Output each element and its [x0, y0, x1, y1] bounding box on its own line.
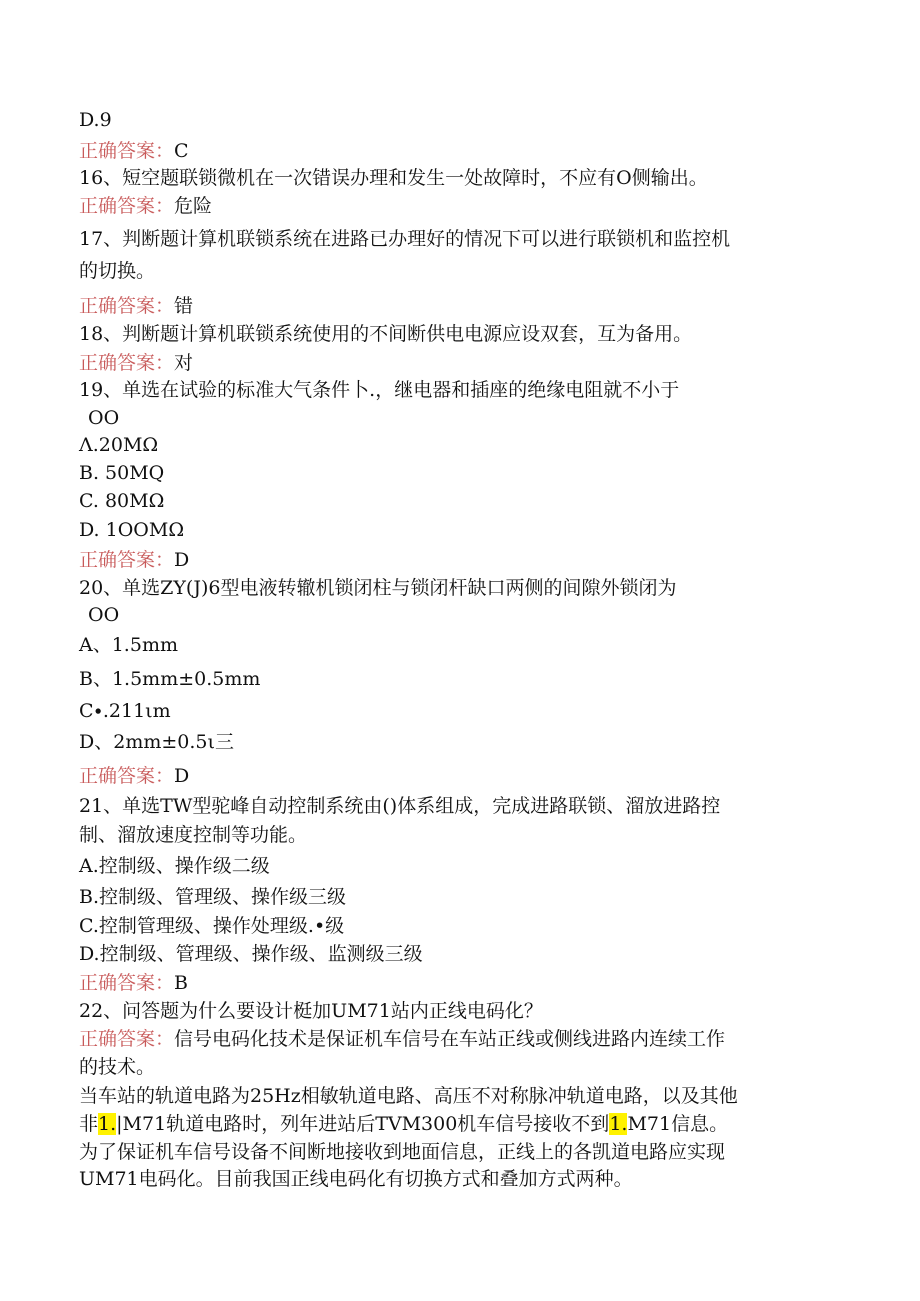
answer-label: 正确答案：: [79, 195, 175, 217]
answer-label: 正确答案：: [79, 1028, 175, 1050]
answer-value: D: [174, 549, 190, 571]
option-text: A.控制级、操作级二级: [79, 855, 270, 877]
answer-line: [79, 197, 212, 216]
option-text: C.控制管理级、操作处理级.•级: [79, 915, 345, 937]
question-text: 21、单选TW型驼峰自动控制系统由()体系组成，完成进路联锁、溜放进路控: [79, 795, 721, 817]
answer-line: [79, 551, 189, 570]
highlighted-text: 1.: [98, 1113, 117, 1135]
highlighted-text: 1.: [609, 1113, 628, 1135]
option-text: C∙.211ιm: [79, 700, 171, 722]
answer-line: [79, 974, 188, 993]
option-text: Λ.20MΩ: [79, 434, 159, 456]
text-segment: |M71轨道电路时，列年进站后TVM300机车信号接收不到: [116, 1113, 610, 1135]
option-text: D.控制级、管理级、操作级、监测级三级: [79, 943, 423, 965]
question-text: 18、判断题计算机联锁系统使用的不间断供电电源应设双套，互为备用。: [79, 323, 693, 345]
answer-value: 错: [174, 295, 194, 317]
answer-line: [79, 1030, 725, 1049]
paragraph-line: 当车站的轨道电路为25Hz相敏轨道电路、高压不对称脉冲轨道电路，以及其他: [79, 1085, 738, 1107]
answer-value: 危险: [174, 195, 213, 217]
question-text: 16、短空题联锁微机在一次错误办理和发生一处故障时，不应有O侧输出。: [79, 167, 708, 189]
question-text: 20、单选ZY(J)6型电液转辙机锁闭柱与锁闭杆缺口两侧的间隙外锁闭为: [79, 577, 677, 599]
option-text: D.9: [79, 109, 112, 131]
answer-value: 对: [174, 352, 194, 374]
answer-label: 正确答案：: [79, 352, 175, 374]
question-text: 19、单选在试验的标准大气条件卜.，继电器和插座的绝缘电阻就不小于: [79, 379, 680, 401]
answer-value: 信号电码化技术是保证机车信号在车站正线或侧线进路内连续工作: [174, 1028, 726, 1050]
answer-value: B: [174, 972, 188, 994]
question-text: 22、问答题为什么要设计梃加UM71站内正线电码化？: [79, 1000, 543, 1022]
answer-label: 正确答案：: [79, 295, 175, 317]
question-text: 制、溜放速度控制等功能。: [79, 824, 308, 846]
answer-line: [79, 354, 193, 373]
answer-line: [79, 297, 193, 316]
option-text: D. 1OOMΩ: [79, 519, 185, 541]
paragraph-line: [79, 1115, 728, 1134]
option-text: B.控制级、管理级、操作级三级: [79, 886, 347, 908]
answer-value: C: [174, 140, 189, 162]
question-text: 的切换。: [79, 260, 156, 282]
answer-value: D: [174, 765, 190, 787]
answer-line: [79, 142, 189, 161]
option-text: D、2mm±0.5ι三: [79, 731, 234, 753]
answer-continuation: 的技术。: [79, 1056, 156, 1078]
answer-label: 正确答案：: [79, 972, 175, 994]
question-text: OO: [88, 407, 120, 429]
answer-label: 正确答案：: [79, 765, 175, 787]
answer-label: 正确答案：: [79, 549, 175, 571]
paragraph-line: 为了保证机车信号设备不间断地接收到地面信息，正线上的各凯道电路应实现: [79, 1141, 726, 1163]
option-text: C. 80MΩ: [79, 490, 165, 512]
option-text: B、1.5mm±0.5mm: [79, 668, 261, 690]
option-text: B. 50MQ: [79, 462, 165, 484]
answer-line: [79, 767, 189, 786]
answer-label: 正确答案：: [79, 140, 175, 162]
question-text: 17、判断题计算机联锁系统在进路已办理好的情况下可以进行联锁机和监控机: [79, 228, 731, 250]
option-text: A、1.5mm: [79, 634, 178, 656]
paragraph-line: UM71电码化。目前我国正线电码化有切换方式和叠加方式两种。: [79, 1168, 633, 1190]
text-segment: 非: [79, 1113, 99, 1135]
text-segment: M71信息。: [627, 1113, 729, 1135]
question-text: OO: [88, 604, 120, 626]
